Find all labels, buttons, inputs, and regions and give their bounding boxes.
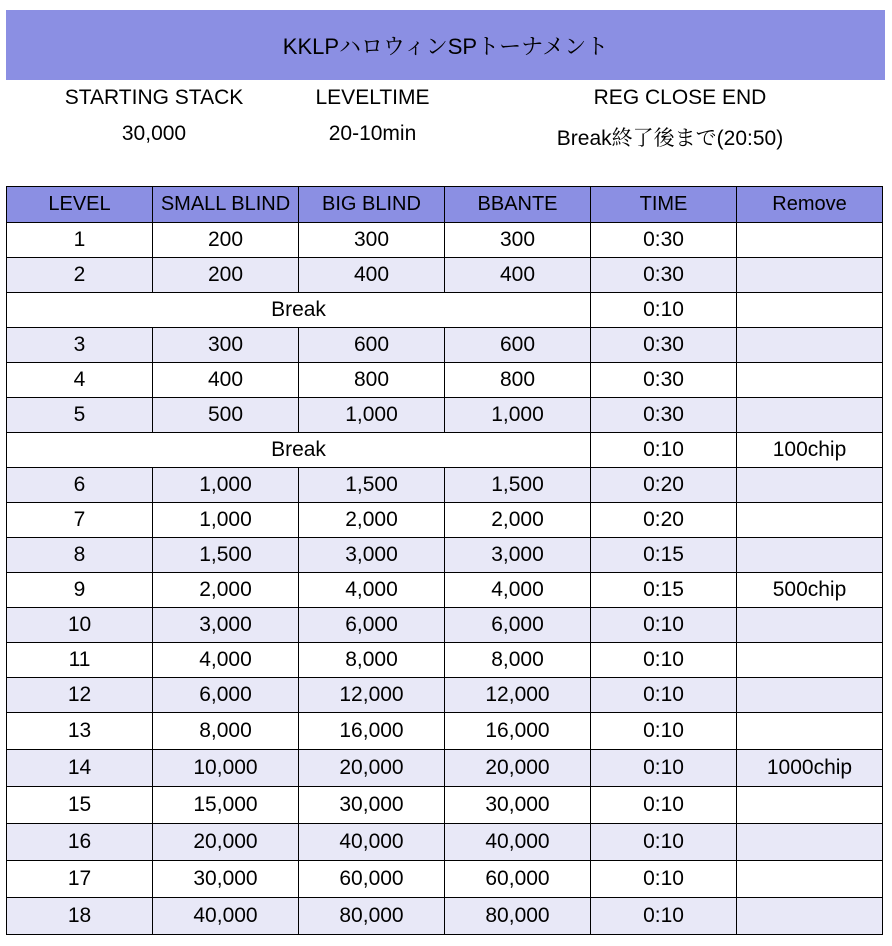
break-label: Break [7,433,591,468]
big-blind-cell: 30,000 [299,787,445,824]
time-cell: 0:30 [591,223,737,258]
level-cell: 1 [7,223,153,258]
break-label: Break [7,293,591,328]
time-cell: 0:10 [591,643,737,678]
reg-close-label: REG CLOSE END [593,86,767,109]
bbante-cell: 300 [445,223,591,258]
big-blind-cell: 600 [299,328,445,363]
table-body [7,223,883,935]
bbante-cell: 800 [445,363,591,398]
table-row [7,258,883,293]
bbante-cell: 3,000 [445,538,591,573]
time-cell: 0:20 [591,468,737,503]
big-blind-cell: 40,000 [299,824,445,861]
big-blind-cell: 400 [299,258,445,293]
small-blind-cell: 30,000 [153,861,299,898]
bbante-cell: 6,000 [445,608,591,643]
bbante-cell: 20,000 [445,750,591,787]
big-blind-cell: 300 [299,223,445,258]
remove-cell [737,643,883,678]
bbante-cell: 8,000 [445,643,591,678]
small-blind-cell: 15,000 [153,787,299,824]
remove-cell [737,861,883,898]
table-row [7,573,883,608]
level-cell: 8 [7,538,153,573]
table-row [7,503,883,538]
level-cell: 16 [7,824,153,861]
level-cell: 18 [7,898,153,935]
table-row [7,787,883,824]
table-row [7,824,883,861]
level-time-value: 20-10min [328,122,417,145]
level-cell: 10 [7,608,153,643]
level-cell: 13 [7,713,153,750]
bbante-cell: 2,000 [445,503,591,538]
time-cell: 0:15 [591,538,737,573]
remove-cell [737,363,883,398]
big-blind-cell: 1,500 [299,468,445,503]
remove-cell: 1000chip [737,750,883,787]
time-cell: 0:10 [591,433,737,468]
time-cell: 0:10 [591,678,737,713]
remove-cell [737,713,883,750]
remove-cell: 500chip [737,573,883,608]
small-blind-cell: 300 [153,328,299,363]
time-cell: 0:10 [591,293,737,328]
time-cell: 0:10 [591,608,737,643]
table-row [7,538,883,573]
small-blind-cell: 1,500 [153,538,299,573]
big-blind-cell: 60,000 [299,861,445,898]
header-bbante: BBANTE [445,187,591,223]
remove-cell [737,328,883,363]
small-blind-cell: 1,000 [153,468,299,503]
small-blind-cell: 40,000 [153,898,299,935]
big-blind-cell: 16,000 [299,713,445,750]
small-blind-cell: 8,000 [153,713,299,750]
level-cell: 11 [7,643,153,678]
table-row [7,713,883,750]
remove-cell [737,468,883,503]
tournament-title-bar [6,10,885,80]
big-blind-cell: 80,000 [299,898,445,935]
time-cell: 0:10 [591,713,737,750]
time-cell: 0:10 [591,861,737,898]
small-blind-cell: 3,000 [153,608,299,643]
time-cell: 0:30 [591,258,737,293]
small-blind-cell: 2,000 [153,573,299,608]
bbante-cell: 1,500 [445,468,591,503]
table-row [7,678,883,713]
time-cell: 0:10 [591,824,737,861]
level-cell: 5 [7,398,153,433]
time-cell: 0:30 [591,398,737,433]
small-blind-cell: 20,000 [153,824,299,861]
time-cell: 0:30 [591,328,737,363]
big-blind-cell: 2,000 [299,503,445,538]
level-cell: 17 [7,861,153,898]
time-cell: 0:20 [591,503,737,538]
blind-structure-table [6,186,883,935]
level-cell: 6 [7,468,153,503]
bbante-cell: 12,000 [445,678,591,713]
remove-cell [737,398,883,433]
remove-cell [737,223,883,258]
table-row [7,608,883,643]
table-row [7,750,883,787]
reg-close-value: Break終了後まで(20:50) [556,127,784,150]
big-blind-cell: 1,000 [299,398,445,433]
remove-cell [737,824,883,861]
small-blind-cell: 200 [153,258,299,293]
remove-cell [737,678,883,713]
small-blind-cell: 400 [153,363,299,398]
remove-cell [737,608,883,643]
starting-stack-value: 30,000 [121,122,187,145]
small-blind-cell: 10,000 [153,750,299,787]
bbante-cell: 16,000 [445,713,591,750]
header-big-blind: BIG BLIND [299,187,445,223]
big-blind-cell: 6,000 [299,608,445,643]
level-cell: 9 [7,573,153,608]
table-row [7,898,883,935]
header-remove: Remove [737,187,883,223]
time-cell: 0:30 [591,363,737,398]
time-cell: 0:10 [591,898,737,935]
time-cell: 0:15 [591,573,737,608]
small-blind-cell: 6,000 [153,678,299,713]
remove-cell [737,787,883,824]
table-header-row [7,187,883,223]
table-row [7,223,883,258]
remove-cell [737,503,883,538]
header-time: TIME [591,187,737,223]
big-blind-cell: 3,000 [299,538,445,573]
level-cell: 3 [7,328,153,363]
small-blind-cell: 500 [153,398,299,433]
header-level: LEVEL [7,187,153,223]
bbante-cell: 1,000 [445,398,591,433]
big-blind-cell: 20,000 [299,750,445,787]
table-row [7,363,883,398]
remove-cell: 100chip [737,433,883,468]
level-cell: 2 [7,258,153,293]
big-blind-cell: 12,000 [299,678,445,713]
remove-cell [737,898,883,935]
bbante-cell: 80,000 [445,898,591,935]
bbante-cell: 30,000 [445,787,591,824]
table-row [7,861,883,898]
big-blind-cell: 800 [299,363,445,398]
break-row [7,433,883,468]
bbante-cell: 400 [445,258,591,293]
time-cell: 0:10 [591,787,737,824]
small-blind-cell: 200 [153,223,299,258]
table-row [7,398,883,433]
bbante-cell: 4,000 [445,573,591,608]
level-cell: 15 [7,787,153,824]
big-blind-cell: 8,000 [299,643,445,678]
table-row [7,468,883,503]
remove-cell [737,293,883,328]
table-row [7,643,883,678]
big-blind-cell: 4,000 [299,573,445,608]
level-time-label: LEVELTIME [315,86,430,109]
break-row [7,293,883,328]
level-cell: 12 [7,678,153,713]
tournament-title: KKLPハロウィンSPトーナメント [282,33,609,59]
starting-stack-label: STARTING STACK [64,86,244,109]
small-blind-cell: 4,000 [153,643,299,678]
bbante-cell: 60,000 [445,861,591,898]
remove-cell [737,258,883,293]
remove-cell [737,538,883,573]
bbante-cell: 40,000 [445,824,591,861]
level-cell: 14 [7,750,153,787]
bbante-cell: 600 [445,328,591,363]
table-row [7,328,883,363]
header-small-blind: SMALL BLIND [153,187,299,223]
level-cell: 4 [7,363,153,398]
level-cell: 7 [7,503,153,538]
time-cell: 0:10 [591,750,737,787]
small-blind-cell: 1,000 [153,503,299,538]
